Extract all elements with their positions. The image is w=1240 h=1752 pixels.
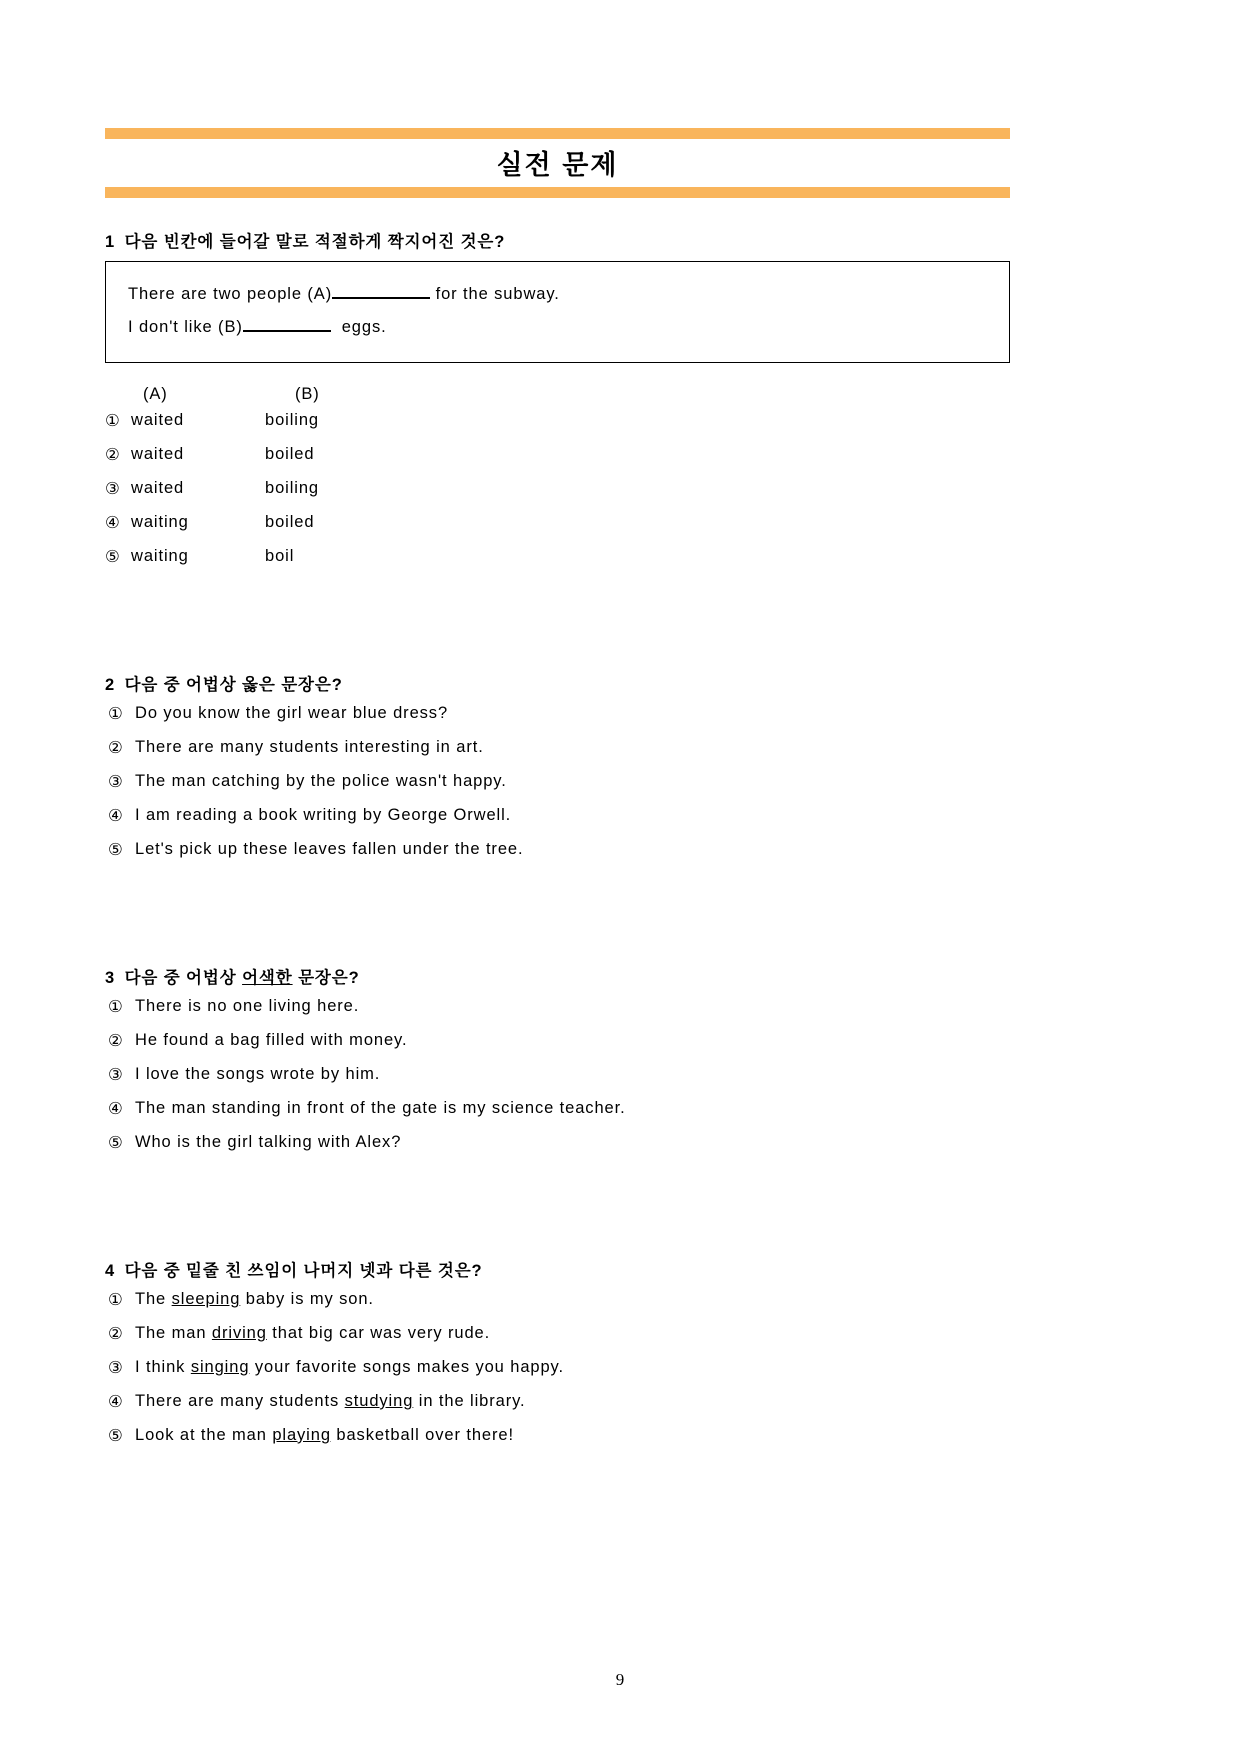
option-text: He found a bag filled with money.: [135, 1031, 408, 1049]
question-4-option-4[interactable]: [105, 1392, 1010, 1426]
option-text-before: The: [135, 1290, 172, 1308]
choice-4[interactable]: [105, 513, 1010, 547]
question-3-number: 3: [105, 969, 116, 987]
option-marker: ②: [108, 1325, 124, 1343]
question-2-option-2[interactable]: [105, 738, 1010, 772]
option-marker: ③: [108, 1359, 124, 1377]
option-text-after: in the library.: [413, 1392, 526, 1410]
question-4: [105, 1257, 1010, 1460]
banner-rule-top: [105, 128, 1010, 139]
option-marker: ①: [108, 705, 124, 723]
question-3-heading: [105, 964, 1010, 988]
option-marker: ③: [108, 773, 124, 791]
choice-value-b: boiling: [265, 479, 320, 497]
title-banner: [105, 128, 1010, 198]
choice-value-a: waited: [131, 445, 185, 463]
option-text: Let's pick up these leaves fallen under the tree.: [135, 840, 524, 858]
question-1-heading: [105, 228, 1010, 252]
choice-marker: ③: [105, 480, 121, 498]
choice-marker: ⑤: [105, 548, 121, 566]
option-text-after: that big car was very rude.: [266, 1324, 491, 1342]
passage-line-2-after: eggs.: [341, 318, 387, 336]
question-4-prompt: 다음 중 밑줄 친 쓰임이 나머지 넷과 다른 것은?: [124, 1262, 483, 1280]
option-marker: ⑤: [108, 1427, 124, 1445]
question-3-option-1[interactable]: [105, 997, 1010, 1031]
passage-line-1: [128, 278, 1009, 311]
option-marker: ⑤: [108, 1134, 124, 1152]
spacer: [105, 1167, 1010, 1227]
option-marker: ②: [108, 739, 124, 757]
option-text-underlined: singing: [190, 1358, 250, 1376]
option-marker: ①: [108, 1291, 124, 1309]
question-4-option-3[interactable]: [105, 1358, 1010, 1392]
choice-value-b: boil: [265, 547, 295, 565]
option-marker: ⑤: [108, 841, 124, 859]
choice-marker: ④: [105, 514, 121, 532]
question-3-prompt-underlined: 어색한: [242, 969, 293, 987]
question-4-heading: [105, 1257, 1010, 1281]
option-text-after: basketball over there!: [330, 1426, 514, 1444]
option-text: Do you know the girl wear blue dress?: [135, 704, 449, 722]
spacer: [105, 874, 1010, 934]
choice-3[interactable]: [105, 479, 1010, 513]
option-text-underlined: studying: [344, 1392, 414, 1410]
option-marker: ③: [108, 1066, 124, 1084]
question-2-option-1[interactable]: [105, 704, 1010, 738]
spacer: [105, 581, 1010, 641]
passage-line-1-before: There are two people (A): [128, 285, 333, 303]
question-2-option-4[interactable]: [105, 806, 1010, 840]
question-2-option-3[interactable]: [105, 772, 1010, 806]
column-header-a: (A): [143, 385, 168, 403]
choice-5[interactable]: [105, 547, 1010, 581]
question-3-prompt-before: 다음 중 어법상: [124, 969, 243, 987]
question-3-prompt-after: 문장은?: [292, 969, 360, 987]
option-marker: ④: [108, 1393, 124, 1411]
question-4-option-2[interactable]: [105, 1324, 1010, 1358]
choice-value-a: waiting: [131, 547, 189, 565]
option-text-before: The man: [135, 1324, 212, 1342]
option-text: The man standing in front of the gate is my science teacher.: [135, 1099, 626, 1117]
option-text: I am reading a book writing by George Orwell.: [135, 806, 512, 824]
question-2: [105, 671, 1010, 874]
question-3-option-2[interactable]: [105, 1031, 1010, 1065]
choice-value-a: waiting: [131, 513, 189, 531]
choice-marker: ①: [105, 412, 121, 430]
option-text: There are many students interesting in art.: [135, 738, 484, 756]
passage-line-2-before: I don't like (B): [128, 318, 243, 336]
option-text-after: baby is my son.: [240, 1290, 374, 1308]
option-text-underlined: driving: [211, 1324, 267, 1342]
choice-columns-header: [105, 385, 1010, 411]
page-number: 9: [615, 1670, 625, 1689]
option-text: Who is the girl talking with Alex?: [135, 1133, 402, 1151]
option-text-after: your favorite songs makes you happy.: [249, 1358, 564, 1376]
question-3: [105, 964, 1010, 1167]
choice-value-b: boiling: [265, 411, 320, 429]
question-1-passage-box: [105, 261, 1010, 363]
option-text-underlined: sleeping: [171, 1290, 241, 1308]
option-text-before: Look at the man: [135, 1426, 273, 1444]
column-header-b: (B): [295, 385, 320, 403]
question-4-number: 4: [105, 1262, 116, 1280]
choice-2[interactable]: [105, 445, 1010, 479]
question-1-number: 1: [105, 233, 116, 251]
question-2-prompt: 다음 중 어법상 옳은 문장은?: [124, 676, 343, 694]
question-3-option-5[interactable]: [105, 1133, 1010, 1167]
page-title: 실전 문제: [496, 150, 619, 180]
option-text-before: I think: [135, 1358, 191, 1376]
choice-value-a: waited: [131, 479, 185, 497]
option-text-before: There are many students: [135, 1392, 345, 1410]
option-text: There is no one living here.: [135, 997, 360, 1015]
question-2-heading: [105, 671, 1010, 695]
choice-value-a: waited: [131, 411, 185, 429]
question-3-option-3[interactable]: [105, 1065, 1010, 1099]
option-marker: ④: [108, 1100, 124, 1118]
page-content: [105, 128, 1010, 1460]
choice-value-b: boiled: [265, 513, 315, 531]
option-marker: ②: [108, 1032, 124, 1050]
option-marker: ①: [108, 998, 124, 1016]
option-text: The man catching by the police wasn't happy.: [135, 772, 507, 790]
choice-value-b: boiled: [265, 445, 315, 463]
option-marker: ④: [108, 807, 124, 825]
choice-1[interactable]: [105, 411, 1010, 445]
question-1: [105, 228, 1010, 581]
question-2-option-5[interactable]: [105, 840, 1010, 874]
question-3-option-4[interactable]: [105, 1099, 1010, 1133]
question-2-number: 2: [105, 676, 116, 694]
passage-line-2: [128, 311, 1009, 344]
passage-line-1-after: for the subway.: [435, 285, 560, 303]
option-text: I love the songs wrote by him.: [135, 1065, 381, 1083]
choice-marker: ②: [105, 446, 121, 464]
question-4-option-1[interactable]: [105, 1290, 1010, 1324]
option-text-underlined: playing: [272, 1426, 331, 1444]
blank-a: [332, 297, 430, 299]
blank-b: [243, 330, 331, 332]
question-1-prompt: 다음 빈칸에 들어갈 말로 적절하게 짝지어진 것은?: [124, 233, 506, 251]
question-4-option-5[interactable]: [105, 1426, 1010, 1460]
